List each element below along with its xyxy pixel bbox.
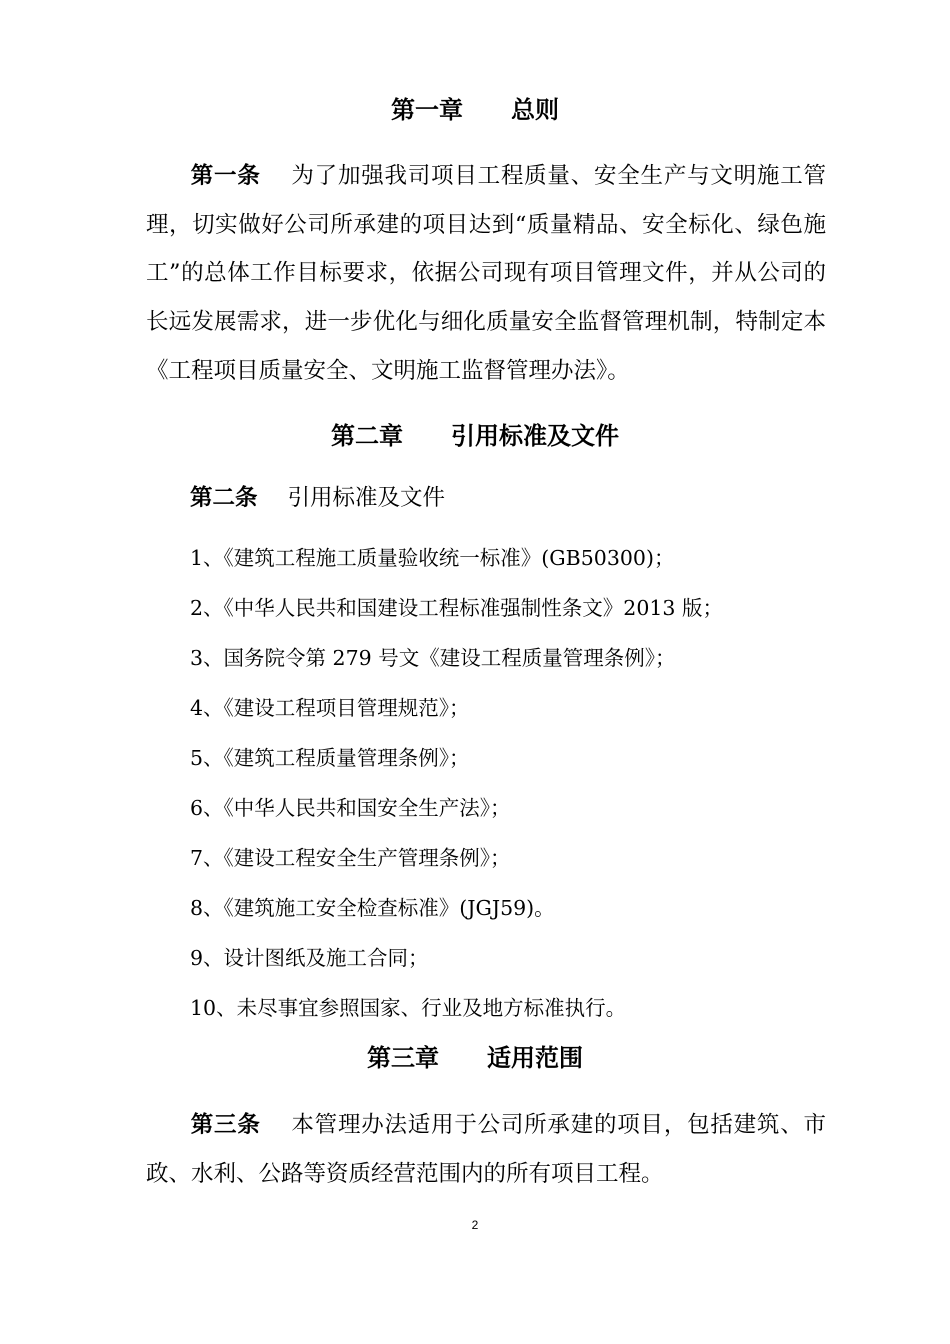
reference-item: 7、《建设工程安全生产管理条例》； (190, 846, 511, 870)
article-1-label: 第一条 (190, 163, 261, 189)
chapter-2-heading: 第二章 引用标准及文件 (331, 422, 619, 450)
reference-item: 4、《建设工程项目管理规范》； (190, 696, 470, 720)
reference-item: 5、《建筑工程质量管理条例》； (190, 746, 470, 770)
article-3-text: 本管理办法适用于公司所承建的项目，包括建筑、市政、水利、公路等资质经营范围内的所有项目工程。 (146, 1112, 826, 1187)
article-2-text: 引用标准及文件 (287, 485, 446, 511)
article-1-text: 为了加强我司项目工程质量、安全生产与文明施工管理，切实做好公司所承建的项目达到“质量精品、安全标化、绿色施工”的总体工作目标要求，依据公司现有项目管理文件，并从公司的长远发展需求，进一步优化与细化质量安全监督管理机制，特制定本《工程项目质量安全、文明施工监督管理办法》。 (146, 163, 826, 384)
reference-item: 3、国务院令第 279 号文《建设工程质量管理条例》； (190, 646, 676, 670)
reference-item: 1、《建筑工程施工质量验收统一标准》(GB50300)； (190, 546, 675, 570)
reference-item: 10、未尽事宜参照国家、行业及地方标准执行。 (190, 996, 627, 1020)
article-1-paragraph (146, 152, 826, 396)
reference-item: 6、《中华人民共和国安全生产法》； (190, 796, 511, 820)
reference-item: 2、《中华人民共和国建设工程标准强制性条文》2013 版； (190, 596, 723, 620)
reference-item: 8、《建筑施工安全检查标准》(JGJ59)。 (190, 896, 555, 920)
page-number: 2 (471, 1218, 479, 1232)
article-3-label: 第三条 (190, 1112, 261, 1138)
article-3-paragraph (146, 1101, 826, 1198)
article-2-label: 第二条 (190, 485, 258, 511)
article-2-paragraph (190, 482, 445, 514)
chapter-1-heading: 第一章 总则 (391, 96, 559, 124)
chapter-3-heading: 第三章 适用范围 (367, 1044, 583, 1072)
reference-item: 9、设计图纸及施工合同； (190, 946, 429, 970)
reference-list (190, 533, 723, 1033)
